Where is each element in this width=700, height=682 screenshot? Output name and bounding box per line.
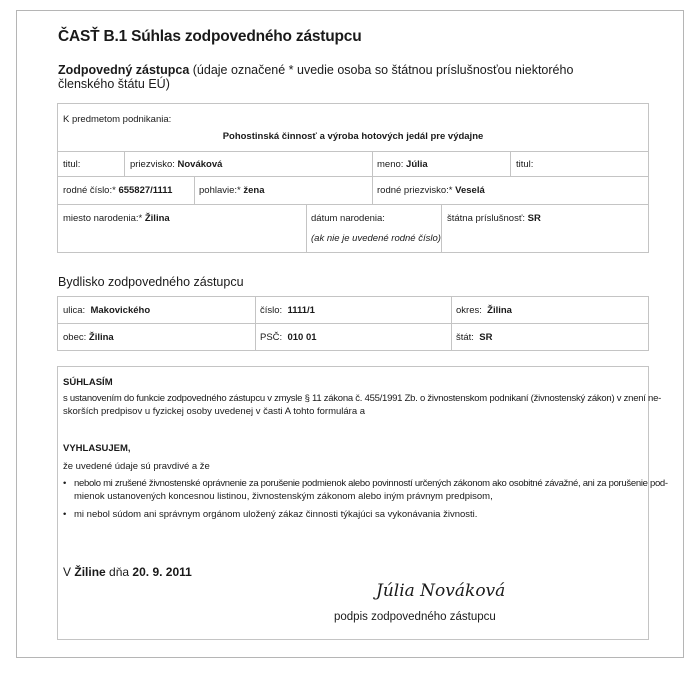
birthplace-field[interactable] (63, 213, 170, 225)
title-before-field[interactable] (63, 159, 80, 171)
surname-field[interactable] (130, 159, 222, 171)
signature-label: podpis zodpovedného zástupcu (334, 611, 496, 623)
representative-section-note: (údaje označené * uvedie osoba so štátnou príslušnosťou niektorého (192, 63, 574, 77)
col-divider (194, 177, 195, 204)
agree-text-line2: skorších predpisov u fyzickej osoby uvedenej v časti A tohto formulára a (63, 406, 366, 417)
house-number-label: číslo: (260, 305, 283, 316)
postcode-value: 010 01 (287, 332, 317, 343)
birthdate-field[interactable] (311, 213, 385, 225)
subject-value: Pohostinská činnosť a výroba hotových jedál pre výdajne (222, 131, 484, 142)
title-before-label: titul: (63, 159, 81, 170)
col-divider (510, 152, 511, 176)
col-divider (372, 152, 373, 176)
birthdate-label: dátum narodenia: (311, 213, 385, 224)
title-after-field[interactable] (516, 159, 533, 171)
first-name-label: meno: (377, 159, 404, 170)
sex-value: žena (243, 185, 265, 196)
place-value[interactable]: Žiline (74, 565, 106, 579)
street-field[interactable] (63, 305, 150, 317)
row-divider (58, 323, 648, 324)
birthdate-note: (ak nie je uvedené rodné číslo) (311, 233, 441, 244)
declaration-box (57, 366, 668, 640)
col-divider (451, 297, 452, 350)
col-divider (441, 205, 442, 252)
birth-number-label: rodné číslo:* (63, 185, 116, 196)
first-name-value: Júlia (406, 159, 428, 170)
municipality-label: obec: (63, 332, 87, 343)
state-field[interactable] (456, 332, 492, 344)
birthplace-label: miesto narodenia:* (63, 213, 143, 224)
birth-surname-field[interactable] (377, 185, 485, 197)
municipality-value: Žilina (88, 332, 114, 343)
representative-table (57, 103, 649, 253)
street-label: ulica: (63, 305, 86, 316)
district-value: Žilina (487, 305, 512, 316)
bullet-2-text: mi nebol súdom ani správnym orgánom uložený zákaz činnosti týkajúci sa vykonávania živnosti. (74, 509, 478, 520)
bullet-marker: • (63, 509, 67, 520)
subject-label: K predmetom podnikania: (63, 114, 172, 125)
signature: Júlia Nováková (376, 581, 506, 601)
address-table (57, 296, 649, 351)
citizenship-label: štátna príslušnosť: (447, 213, 526, 224)
municipality-field[interactable] (63, 332, 114, 344)
declare-intro: že uvedené údaje sú pravdivé a že (63, 461, 210, 472)
postcode-field[interactable] (260, 332, 317, 344)
district-label: okres: (456, 305, 482, 316)
state-value: SR (479, 332, 493, 343)
citizenship-field[interactable] (447, 213, 541, 225)
subject-value-field[interactable] (58, 131, 648, 143)
title-after-label: titul: (516, 159, 534, 170)
address-section-header: Bydlisko zodpovedného zástupcu (58, 275, 244, 289)
citizenship-value: SR (527, 213, 541, 224)
house-number-value: 1111/1 (287, 305, 315, 316)
col-divider (372, 177, 373, 204)
postcode-label: PSČ: (260, 332, 283, 343)
bullet-marker: • (63, 478, 67, 489)
birth-surname-label: rodné priezvisko:* (377, 185, 453, 196)
place-prefix: V (63, 565, 72, 579)
surname-label: priezvisko: (130, 159, 175, 170)
sex-field[interactable] (199, 185, 265, 197)
house-number-field[interactable] (260, 305, 315, 317)
birth-surname-value: Veselá (455, 185, 485, 196)
bullet-1-line2: mienok ustanovených koncesnou listinou, živnostenským zákonom alebo iným právnym predpisom, (74, 491, 493, 502)
district-field[interactable] (456, 305, 512, 317)
row-divider (58, 176, 648, 177)
date-prefix: dňa (109, 565, 130, 579)
col-divider (306, 205, 307, 252)
date-value[interactable]: 20. 9. 2011 (132, 565, 192, 579)
state-label: štát: (456, 332, 474, 343)
surname-value: Nováková (177, 159, 223, 170)
street-value: Makovického (90, 305, 151, 316)
birth-number-field[interactable] (63, 185, 172, 197)
col-divider (255, 297, 256, 350)
agree-text-line1: s ustanovením do funkcie zodpovedného zástupcu v zmysle § 11 zákona č. 455/1991 Zb. o živnostenskom podnikaní (živnostenský zákon) v znení ne- (63, 393, 662, 404)
place-date-line (63, 565, 192, 579)
birthplace-value: Žilina (144, 213, 170, 224)
representative-section-title: Zodpovedný zástupca (58, 63, 190, 77)
declare-heading: VYHLASUJEM, (63, 443, 131, 454)
sex-label: pohlavie:* (199, 185, 241, 196)
bullet-1-line1: nebolo mi zrušené živnostenské oprávnenie za porušenie podmienok alebo povinností určených zákonom ako osobitné závažné, ani za porušenie pod- (74, 478, 668, 489)
agree-heading: SÚHLASÍM (63, 377, 113, 388)
page-title: ČASŤ B.1 Súhlas zodpovedného zástupcu (58, 28, 362, 45)
first-name-field[interactable] (377, 159, 428, 171)
birth-number-value: 655827/1111 (118, 185, 173, 196)
col-divider (124, 152, 125, 176)
representative-section-note-line2: členského štátu EÚ) (58, 77, 170, 91)
row-divider (58, 151, 648, 152)
row-divider (58, 204, 648, 205)
